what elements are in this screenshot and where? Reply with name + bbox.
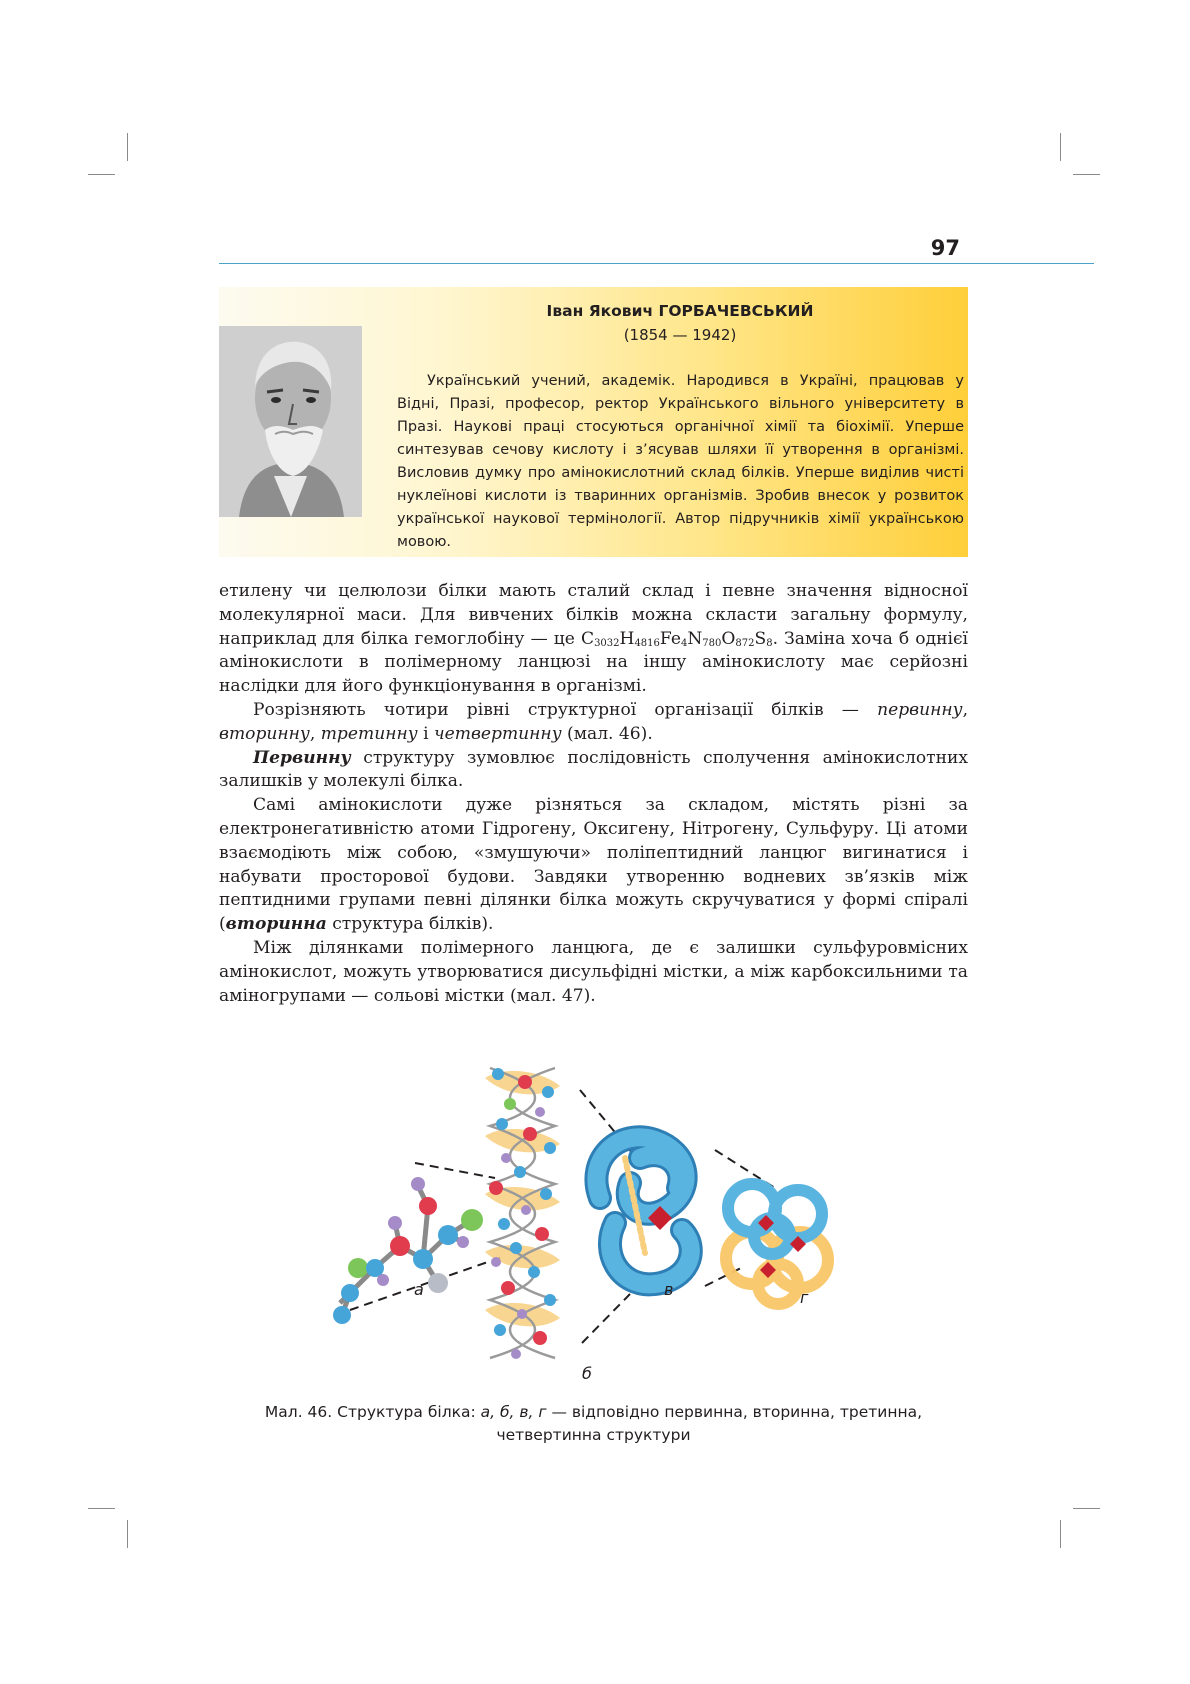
crop-mark bbox=[1073, 174, 1100, 175]
paragraph-4-end: структура білків). bbox=[326, 914, 494, 935]
term-secondary: вторинну bbox=[219, 723, 310, 744]
crop-mark bbox=[127, 1520, 128, 1548]
page-number: 97 bbox=[930, 236, 960, 260]
figure-caption bbox=[219, 1401, 968, 1447]
caption-prefix: Мал. 46. Структура білка: bbox=[264, 1403, 481, 1421]
hemoglobin-formula bbox=[581, 629, 773, 649]
main-text bbox=[219, 580, 968, 1008]
caption-line-2: четвертинна структури bbox=[496, 1426, 691, 1444]
figure-label-b: б bbox=[582, 1364, 592, 1383]
term-tertiary: третинну bbox=[320, 723, 418, 744]
paragraph-3-rest: структуру зумовлює послідовність сполучення амінокислотних залишків у молекулі білка. bbox=[219, 747, 968, 792]
paragraph-2-end: (мал. 46). bbox=[561, 723, 653, 744]
figure-label-a: а bbox=[414, 1280, 424, 1299]
term-primary: первинну bbox=[877, 699, 963, 720]
crop-mark bbox=[88, 1508, 115, 1509]
paragraph-2-start: Розрізняють чотири рівні структурної організації білків — bbox=[253, 699, 878, 720]
secondary-structure-helix bbox=[485, 1068, 560, 1359]
formula-index: 872 bbox=[735, 637, 755, 649]
term-quaternary: четвертинну bbox=[433, 723, 562, 744]
formula-index: 3032 bbox=[594, 637, 620, 649]
quaternary-structure bbox=[726, 1184, 828, 1304]
header-rule bbox=[219, 263, 1094, 264]
formula-element: C bbox=[580, 628, 595, 649]
paragraph-1 bbox=[219, 580, 968, 699]
caption-rest: — відповідно первинна, вторинна, третинна, bbox=[546, 1403, 923, 1421]
protein-structure-figure bbox=[320, 1048, 880, 1388]
connector-lines bbox=[350, 1090, 775, 1343]
portrait-image bbox=[219, 326, 362, 517]
formula-index: 780 bbox=[702, 637, 722, 649]
conjunction: і bbox=[417, 723, 434, 744]
biography-text bbox=[397, 370, 964, 554]
biography-paragraph: Український учений, академік. Народився в Україні, працював у Відні, Празі, професор, ректор Українського вільного університету в Празі. Наукові праці стосуються органічної хімії та біохімії. Уперше синтезував сечову кислоту і з’ясував шляхи її утворення в організмі. Висловив думку про амінокислотний склад білків. Уперше виділив чисті нуклеїнові кислоти із тваринних організмів. Зробив внесок у розвиток української наукової термінології. Автор підручників хімії українською мовою. bbox=[397, 373, 964, 550]
crop-mark bbox=[1060, 133, 1061, 161]
figure-label-v: в bbox=[664, 1280, 674, 1299]
formula-element: Fe bbox=[659, 628, 681, 649]
term-secondary-structure: вторинна bbox=[225, 914, 327, 935]
portrait-drawing bbox=[219, 326, 362, 517]
term-primary-structure: Первинну bbox=[253, 747, 351, 768]
crop-mark bbox=[127, 133, 128, 161]
paragraph-4-start: Самі амінокислоти дуже різняться за складом, містять різні за електронегативністю атоми Гідрогену, Оксигену, Нітрогену, Сульфуру. Ці атоми взаємодіють між собою, «змушуючи» поліпептидний ланцюг вигинатися і набувати просторової будови. Завдяки утворенню водневих зв’язків між пептидними групами певні ділянки білка можуть скручуватися у формі спіралі ( bbox=[219, 795, 968, 935]
paragraph-1-end: . Заміна хоча б однієї амінокислоти в полімерному ланцюзі на іншу амінокислоту має серйозні наслідки для його функціонування в організмі. bbox=[219, 628, 968, 697]
paragraph-2 bbox=[219, 699, 968, 747]
formula-index: 4816 bbox=[634, 637, 660, 649]
figure-label-g: г bbox=[800, 1288, 809, 1307]
crop-mark bbox=[1060, 1520, 1061, 1548]
scientist-name: Іван Якович ГОРБАЧЕВСЬКИЙ bbox=[546, 302, 814, 320]
crop-mark bbox=[1073, 1508, 1100, 1509]
scientist-years: (1854 — 1942) bbox=[623, 326, 737, 344]
paragraph-4 bbox=[219, 794, 968, 937]
formula-element: O bbox=[721, 628, 736, 649]
tertiary-structure bbox=[596, 1137, 690, 1284]
formula-element: H bbox=[619, 628, 635, 649]
figure-illustration bbox=[320, 1048, 880, 1388]
formula-element: S bbox=[754, 628, 767, 649]
caption-letters: а, б, в, г bbox=[480, 1403, 547, 1421]
crop-mark bbox=[88, 174, 115, 175]
paragraph-3 bbox=[219, 747, 968, 795]
paragraph-1-start: етилену чи целюлози білки мають сталий склад і певне значення відносної молекулярної маси. Для вивчених білків можна скласти загальну формулу, наприклад для білка гемоглобіну — це bbox=[219, 581, 968, 649]
caption-line-1 bbox=[219, 1401, 968, 1424]
primary-structure-molecule bbox=[333, 1177, 483, 1324]
formula-index: 8 bbox=[766, 637, 773, 649]
formula-index: 4 bbox=[680, 637, 688, 649]
paragraph-5: Між ділянками полімерного ланцюга, де є залишки сульфуровмісних амінокислот, можуть утворюватися дисульфідні містки, а між карбоксильними та аміногрупами — сольові містки (мал. 47). bbox=[219, 937, 968, 1006]
formula-element: N bbox=[687, 628, 703, 649]
comma: , bbox=[962, 699, 968, 720]
comma: , bbox=[309, 723, 321, 744]
